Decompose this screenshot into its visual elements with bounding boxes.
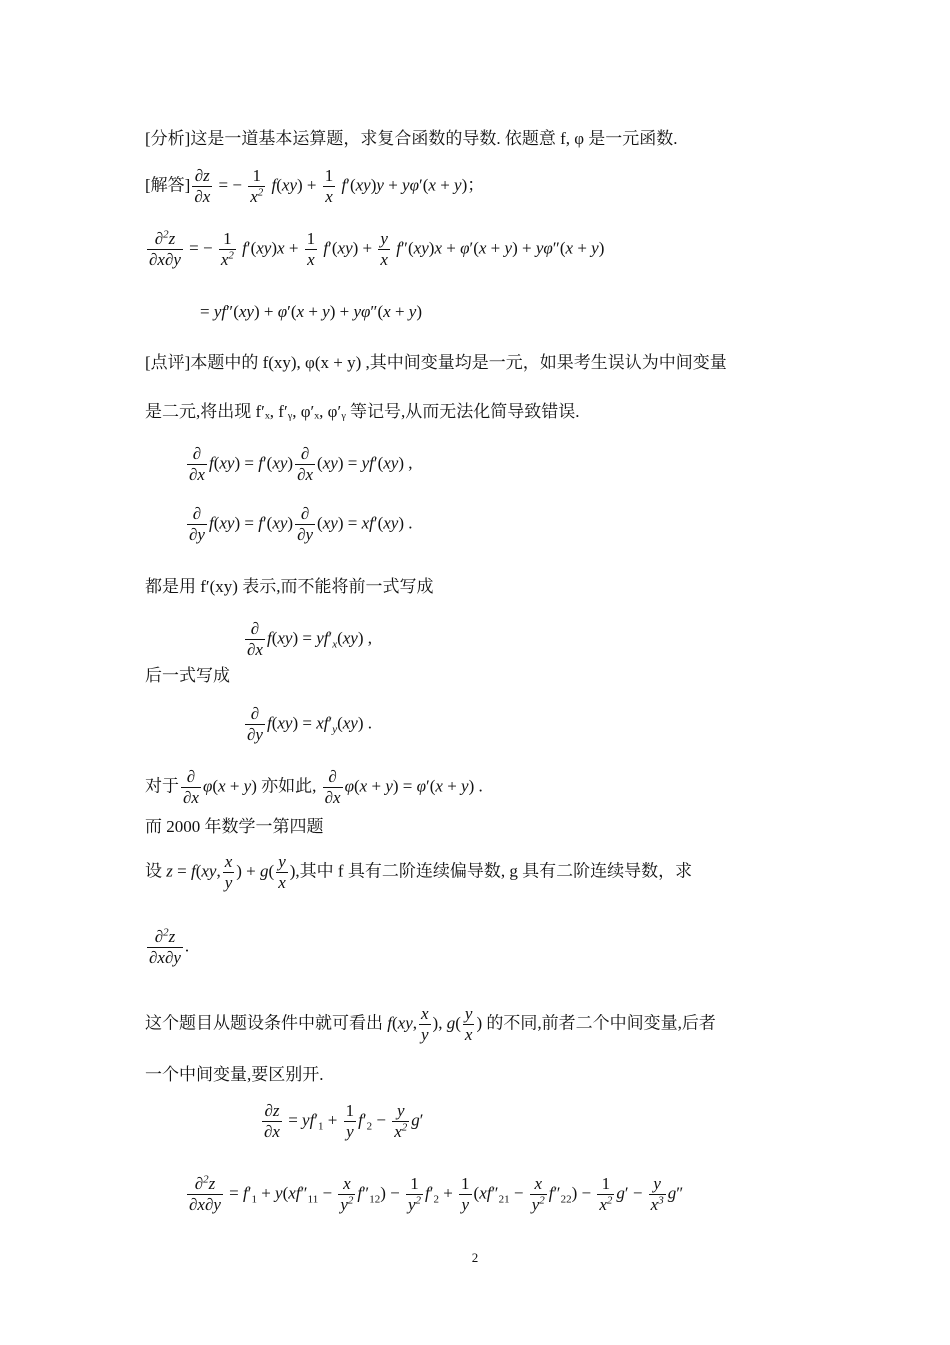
comment-paragraph-1: [点评]本题中的 f(xy), φ(x + y) ,其中间变量均是一元，如果考生误认为中间变量 bbox=[145, 353, 727, 372]
likewise-line: 对于 $\frac{\partial}{\partial x}$ φ(x + y) 亦如此, $\frac{\partial}{\partial x}$ φ(x + y) = φ′(x + y) . bbox=[145, 767, 483, 807]
latter-text: 后一式写成 bbox=[145, 666, 230, 685]
note-suffix: 的不同,前者二个中间变量,后者 bbox=[486, 1013, 716, 1033]
year-line: 而 2000 年数学一第四题 bbox=[145, 817, 324, 836]
partial-x-example: $\frac{\partial}{\partial x}$ f(xy) = f′(xy) $\frac{\partial}{\partial x}$ (xy) = yf′(xy) , bbox=[189, 444, 413, 484]
likewise-mid: 亦如此, bbox=[261, 776, 317, 796]
wrong-form-x: $\frac{\partial}{\partial x}$ $f(xy) = yf'_x(xy)$ , bbox=[247, 619, 373, 659]
analysis-paragraph: [分析]这是一道基本运算题，求复合函数的导数. 依题意 f, φ 是一元函数. bbox=[145, 129, 678, 148]
problem-statement: 设 z = f(xy, $\frac{x}{y}$ ) + g( $\frac{y}{x}$ ),其中 f 具有二阶连续偏导数, g 具有二阶连续导数，求 bbox=[145, 852, 693, 892]
answer-simplified: = yf″(xy) + φ′(x + y) + yφ″(x + y) bbox=[200, 302, 423, 321]
note-line-2: 一个中间变量,要区别开. bbox=[145, 1065, 324, 1084]
comment-paragraph-2: 是二元,将出现 f′ₓ, f′ᵧ, φ′ₓ, φ′ᵧ 等记号,从而无法化简导致错误. bbox=[145, 402, 580, 421]
answer-label: [解答] bbox=[145, 175, 191, 195]
answer-second-derivative: $\frac{\partial^2z}{\partial x\partial y}$ = − $\frac{1}{x^2}$ f′(xy)x + $\frac{1}{x}$ f′(xy) + $\frac{y}{x}$ f″(xy)x + φ′(x + y) + yφ″(x + y) bbox=[149, 228, 605, 269]
note-line-1: 这个题目从题设条件中就可看出 f(xy, $\frac{x}{y}$ ), g( $\frac{y}{x}$ ) 的不同,前者二个中间变量,后者 bbox=[145, 1004, 716, 1044]
solution-second-derivative: $\frac{\partial^2z}{\partial x\partial y}$ = $f'_1 + y(xf''_{11}$ − $\frac{x}{y^2}$ $f''_{12}$) − $\frac{1}{y^2}$ $f'_2$ + $\frac{1}{y}$ ($xf''_{21}$ − $\frac{x}{y^2}$ $f''_{22}$) − $\frac{1}{x^2}$ g′ − $\frac{y}{x^3}$ g″ bbox=[189, 1173, 684, 1214]
problem-prefix: 设 bbox=[145, 861, 162, 881]
problem-suffix: ,其中 f 具有二阶连续偏导数, g 具有二阶连续导数，求 bbox=[295, 861, 693, 881]
partial-y-example: $\frac{\partial}{\partial y}$ f(xy) = f′(xy) $\frac{\partial}{\partial y}$ (xy) = xf′(xy) . bbox=[189, 504, 413, 544]
problem-target: $\frac{\partial^2z}{\partial x\partial y}$ . bbox=[149, 926, 190, 967]
answer-first-derivative: [解答] $\frac{\partial z}{\partial x}$ = − $\frac{1}{x^2}$ f(xy) + $\frac{1}{x}$ f′(xy)y + yφ′(x + y)； bbox=[145, 166, 485, 206]
likewise-prefix: 对于 bbox=[145, 776, 179, 796]
note-prefix: 这个题目从题设条件中就可看出 bbox=[145, 1013, 383, 1033]
solution-first-derivative: $\frac{\partial z}{\partial x}$ = $yf'_1$ + $\frac{1}{y}$ $f'_2$ − $\frac{y}{x^2}$ g′ bbox=[264, 1101, 424, 1141]
wrong-form-y: $\frac{\partial}{\partial y}$ $f(xy) = xf'_y(xy)$ . bbox=[247, 704, 373, 744]
use-text: 都是用 f′(xy) 表示,而不能将前一式写成 bbox=[145, 577, 434, 596]
page-number: 2 bbox=[471, 1250, 479, 1265]
